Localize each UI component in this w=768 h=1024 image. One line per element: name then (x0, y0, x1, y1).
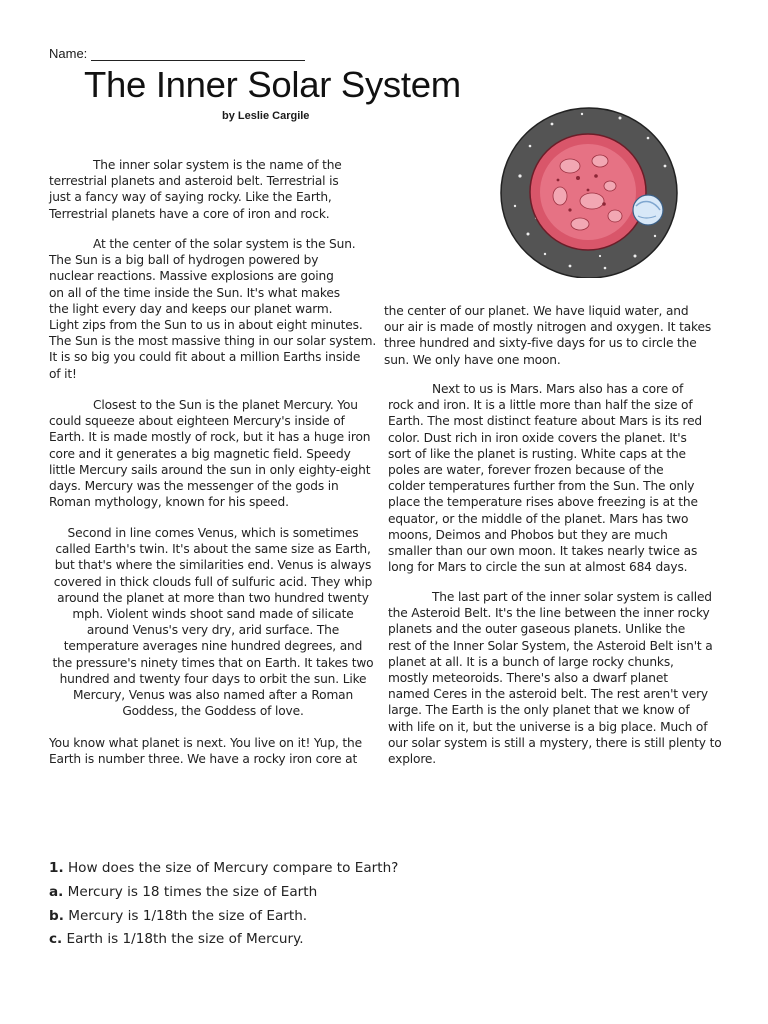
text-line: hundred and twenty four days to orbit the sun. Like (59, 671, 367, 686)
name-field[interactable] (49, 46, 305, 61)
name-label: Name: (49, 46, 88, 61)
text-line: The Sun is the most massive thing in our solar system. (49, 334, 377, 349)
text-line: sun. We only have one moon. (384, 352, 561, 367)
question-text: How does the size of Mercury compare to Earth? (63, 860, 399, 876)
text-line: moons, Deimos and Phobos but they are much (388, 527, 668, 542)
text-line: Closest to the Sun is the planet Mercury. You (93, 398, 358, 412)
text-line: colder temperatures further from the Sun. The only (388, 479, 695, 494)
text-line: At the center of the solar system is the Sun. (93, 237, 356, 251)
answer-option-c[interactable] (49, 931, 304, 947)
text-line: explore. (388, 752, 436, 767)
planet-illustration (500, 106, 680, 278)
mercury-paragraph (49, 397, 370, 510)
option-text: Mercury is 18 times the size of Earth (63, 884, 318, 900)
text-line: smaller than our own moon. It takes nearly twice as (388, 544, 698, 559)
text-line: It is so big you could fit about a million Earths inside (49, 350, 361, 365)
text-line: just a fancy way of saying rocky. Like the Earth, (49, 190, 332, 205)
text-line: Second in line comes Venus, which is sometimes (67, 526, 359, 540)
text-line: the pressure's ninety times that on Earth. It takes two (52, 655, 374, 670)
text-line: sort of like the planet is rusting. White caps at the (388, 446, 686, 461)
text-line: You know what planet is next. You live on it! Yup, the (49, 736, 362, 750)
text-line: planet at all. It is a bunch of large rocky chunks, (388, 654, 674, 669)
answer-option-a[interactable] (49, 884, 317, 900)
text-line: on all of the time inside the Sun. It's what makes (49, 285, 340, 300)
text-line: terrestrial planets and asteroid belt. Terrestrial is (49, 174, 339, 189)
text-line: Mercury, Venus was also named after a Roman (72, 688, 354, 703)
text-line: Terrestrial planets have a core of iron and rock. (49, 206, 330, 221)
name-blank-line[interactable] (91, 48, 305, 61)
text-line: Roman mythology, known for his speed. (49, 495, 289, 510)
text-line: the Asteroid Belt. It's the line between the inner rocky (388, 606, 710, 621)
sun-paragraph (49, 236, 376, 382)
text-line: Light zips from the Sun to us in about eight minutes. (49, 318, 363, 333)
option-letter: c. (49, 931, 63, 947)
text-line: days. Mercury was the messenger of the gods in (49, 479, 339, 494)
earth-continued-paragraph (384, 303, 711, 368)
text-line: little Mercury sails around the sun in only eighty-eight (49, 462, 371, 477)
text-line: called Earth's twin. It's about the same size as Earth, (55, 542, 371, 557)
text-line: the center of our planet. We have liquid water, and (384, 304, 689, 318)
text-line: Goddess, the Goddess of love. (122, 704, 304, 719)
option-text: Mercury is 1/18th the size of Earth. (63, 908, 308, 924)
text-line: Earth. The most distinct feature about Mars is its red (388, 414, 703, 429)
text-line: rock and iron. It is a little more than half the size of (388, 398, 693, 413)
text-line: The inner solar system is the name of the (93, 158, 342, 172)
text-line: long for Mars to circle the sun at almost 684 days. (388, 560, 688, 575)
text-line: Earth. It is made mostly of rock, but it has a huge iron (49, 430, 371, 445)
text-line: covered in thick clouds full of sulfuric acid. They whip (53, 574, 373, 589)
text-line: The Sun is a big ball of hydrogen powered by (49, 253, 319, 268)
text-line: three hundred and sixty-five days for us to circle the (384, 336, 697, 351)
text-line: mostly meteoroids. There's also a dwarf planet (388, 671, 668, 686)
earth-paragraph (49, 735, 362, 767)
text-line: large. The Earth is the only planet that we know of (388, 703, 690, 718)
text-line: equator, or the middle of the planet. Mars has two (388, 511, 689, 526)
text-line: around Venus's very dry, arid surface. The (86, 623, 340, 638)
text-line: the light every day and keeps our planet warm. (49, 301, 333, 316)
text-line: our solar system is still a mystery, there is still plenty to (388, 735, 722, 750)
answer-option-b[interactable] (49, 908, 307, 924)
text-line: named Ceres in the asteroid belt. The rest aren't very (388, 687, 708, 702)
text-line: but that's where the similarities end. Venus is always (54, 558, 372, 573)
text-line: around the planet at more than two hundred twenty (57, 590, 369, 605)
text-line: mph. Violent winds shoot sand made of silicate (72, 607, 354, 622)
text-line: Earth is number three. We have a rocky iron core at (49, 752, 358, 767)
page-title: The Inner Solar System (84, 64, 461, 105)
text-line: temperature averages nine hundred degrees, and (63, 639, 363, 654)
text-line: Next to us is Mars. Mars also has a core of (432, 382, 684, 396)
text-line: with life on it, but the universe is a big place. Much of (388, 719, 708, 734)
text-line: nuclear reactions. Massive explosions are going (49, 269, 334, 284)
option-letter: a. (49, 884, 64, 900)
text-line: our air is made of mostly nitrogen and oxygen. It takes (384, 320, 712, 335)
byline: by Leslie Cargile (222, 110, 310, 122)
text-line: The last part of the inner solar system is called (432, 590, 712, 604)
question-1 (49, 860, 398, 876)
option-text: Earth is 1/18th the size of Mercury. (62, 931, 304, 947)
venus-paragraph (49, 525, 377, 719)
text-line: color. Dust rich in iron oxide covers the planet. It's (388, 430, 687, 445)
text-line: planets and the outer gaseous planets. Unlike the (388, 622, 686, 637)
text-line: rest of the Inner Solar System, the Asteroid Belt isn't a (388, 638, 713, 653)
question-number: 1. (49, 860, 64, 876)
text-line: place the temperature rises above freezing is at the (388, 495, 698, 510)
option-letter: b. (49, 908, 64, 924)
text-line: of it! (49, 366, 77, 381)
asteroid-belt-paragraph (388, 589, 722, 767)
intro-paragraph (49, 157, 342, 222)
text-line: could squeeze about eighteen Mercury's inside of (49, 414, 345, 429)
text-line: poles are water, forever frozen because of the (388, 463, 664, 478)
text-line: core and it generates a big magnetic field. Speedy (49, 446, 351, 461)
mars-paragraph (388, 381, 702, 575)
